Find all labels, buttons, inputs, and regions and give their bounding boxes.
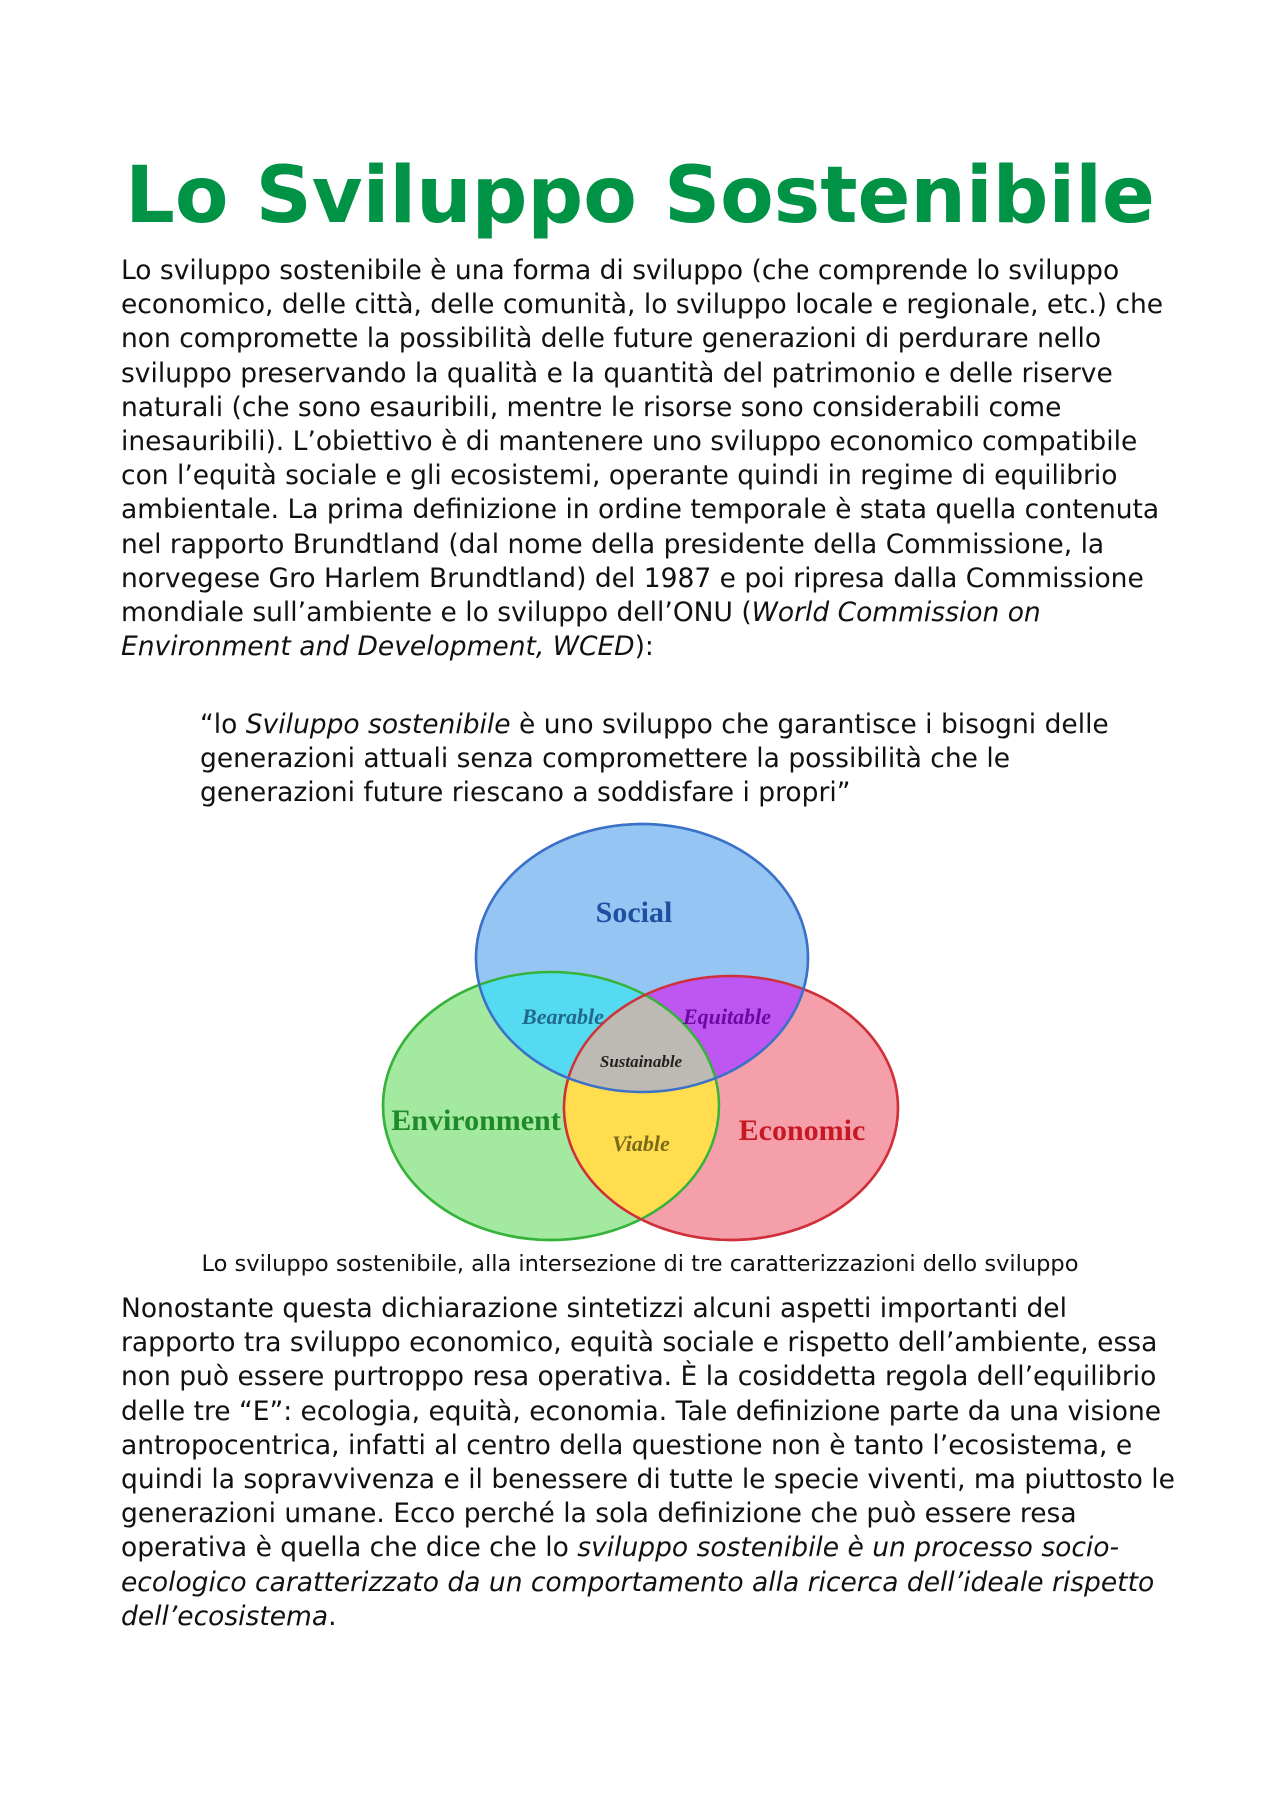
social-label: Social — [595, 896, 673, 929]
sustainability-venn-diagram — [358, 818, 928, 1244]
economic-label: Economic — [738, 1114, 866, 1147]
viable-label: Viable — [612, 1131, 670, 1156]
intro-paragraph — [121, 254, 1181, 664]
sustainable-label: Sustainable — [599, 1052, 683, 1071]
page-title: Lo Sviluppo Sostenibile — [125, 151, 1155, 241]
conclusion-paragraph — [121, 1292, 1181, 1634]
conclusion-text: Nonostante questa dichiarazione sintetizzi alcuni aspetti importanti del rapporto tra sviluppo economico, equità sociale e rispetto dell’ambiente, essa non può essere purtroppo resa operativa. È la cosiddetta regola dell’equilibrio delle tre “E”: ecologia, equità, economia. Tale definizione parte da una visione antropocentrica, infatti al centro della questione non è tanto l’ecosistema, e quindi la sopravvivenza e il benessere di tutte le specie viventi, ma piuttosto le generazioni umane. Ecco perché la sola definizione che può essere resa operativa è quella che dice che lo — [121, 1293, 1175, 1564]
environment-label: Environment — [391, 1104, 561, 1137]
intro-text-end: ): — [634, 631, 654, 663]
conclusion-italic-text: sviluppo sostenibile è un processo socio-ecologico caratterizzato da un comportamento alla ricerca dell’ideale rispetto dell’ecosistema — [121, 1532, 1155, 1632]
quote-rest: è uno sviluppo che garantisce i bisogni delle generazioni attuali senza compromettere la possibilità che le generazioni future riescano a soddisfare i propri” — [200, 709, 1109, 809]
quote-italic: Sviluppo sostenibile — [245, 709, 511, 740]
bearable-label: Bearable — [522, 1004, 604, 1029]
quote-open: “lo — [200, 709, 246, 740]
conclusion-text-end: . — [328, 1600, 337, 1632]
figure-caption: Lo sviluppo sostenibile, alla intersezione di tre caratterizzazioni dello sviluppo — [201, 1251, 1079, 1277]
equitable-label: Equitable — [682, 1004, 772, 1029]
intro-italic-text: World Commission on Environment and Development, WCED — [121, 597, 1041, 663]
brundtland-quote — [200, 708, 1160, 811]
intro-text: Lo sviluppo sostenibile è una forma di sviluppo (che comprende lo sviluppo economico, delle città, delle comunità, lo sviluppo locale e regionale, etc.) che non compromette la possibilità delle future generazioni di perdurare nello sviluppo preservando la qualità e la quantità del patrimonio e delle riserve naturali (che sono esauribili, mentre le risorse sono considerabili come inesauribili). L’obiettivo è di mantenere uno sviluppo economico compatibile con l’equità sociale e gli ecosistemi, operante quindi in regime di equilibrio ambientale. La prima definizione in ordine temporale è stata quella contenuta nel rapporto Brundtland (dal nome della presidente della Commissione, la norvegese Gro Harlem Brundtland) del 1987 e poi ripresa dalla Commissione mondiale sull’ambiente e lo sviluppo dell’ONU ( — [121, 255, 1164, 629]
